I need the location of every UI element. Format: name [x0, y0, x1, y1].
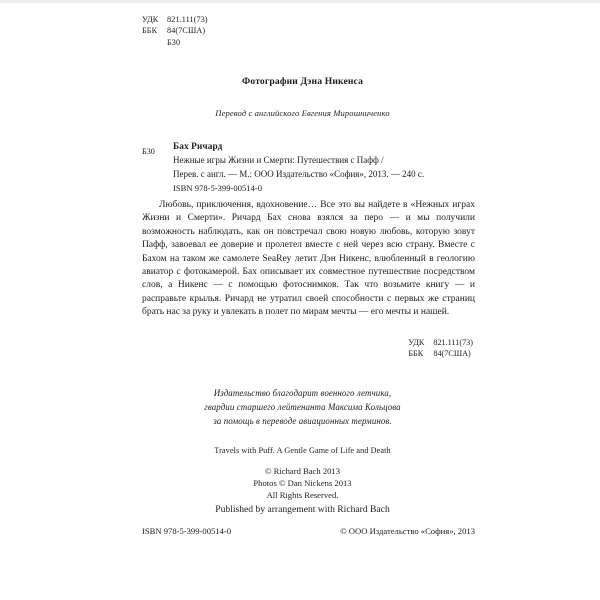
copyright-author: © Richard Bach 2013	[264, 466, 341, 476]
classification-bottom-value-udk: 821.111(73)	[433, 338, 473, 347]
bibliographic-record	[142, 141, 475, 195]
classification-bottom-row-bbk	[408, 348, 473, 359]
classification-value-bbk: 84(7США)	[167, 26, 206, 36]
acknowledgment-block	[130, 386, 475, 429]
translator-credit: Перевод с английского Евгения Мирошниченко	[215, 108, 390, 118]
biblio-isbn: ISBN 978-5-399-00514-0	[173, 182, 263, 193]
footer-publisher-copyright: © ООО Издательство «София», 2013	[340, 526, 475, 536]
classification-row-signature	[142, 37, 208, 48]
original-title: Travels with Puff. A Gentle Game of Life and Death	[214, 446, 391, 455]
all-rights-reserved: All Rights Reserved.	[266, 489, 339, 500]
biblio-author: Бах Ричард	[173, 142, 223, 152]
arrangement-note: Published by arrangement with Richard Bach	[215, 504, 390, 515]
classification-value-signature: Б30	[167, 37, 181, 47]
biblio-signature: Б30	[142, 147, 155, 156]
acknowledgment-line-3: за помощь в переводе авиационных терминов.	[213, 416, 392, 427]
classification-bottom-key-udk: УДК	[408, 338, 425, 347]
copyright-photos: Photos © Dan Nickens 2013	[253, 477, 352, 488]
english-rights-block	[130, 466, 475, 501]
classification-codes-bottom	[408, 337, 473, 360]
biblio-title-line: Нежные игры Жизни и Смерти: Путешествия с Пафф /	[173, 155, 384, 166]
page-content-column	[130, 0, 475, 600]
classification-key-bbk: ББК	[142, 26, 158, 36]
annotation-paragraph: Любовь, приключения, вдохновение… Все это вы найдете в «Нежных играх Жизни и Смерти». Ричард Бах снова взялся за перо — и мы получили возможность наблюдать, как он повстречал свою новую любовь, которую зовут Пафф, завоевал ее доверие и пролетел вместе с ней через всю страну. Вместе с Бахом на таком же самолете SeaRey летит Дэн Никенс, влюбленный в геологию авиатор с фотокамерой. Бах описывает их совместное путешествие посредством слов, а Никенс — с помощью фотоснимков. Так что возьмите книгу — и расправьте крылья. Ричард не утратил своей способности с первых же страниц брать нас за руку и увлекать в полет по мирам мечты — его мечты и нашей.	[142, 200, 475, 318]
photographer-credit: Фотографии Дэна Никенса	[241, 76, 364, 87]
classification-bottom-value-bbk: 84(7США)	[433, 349, 471, 359]
footer-isbn: ISBN 978-5-399-00514-0	[142, 526, 232, 536]
classification-codes-top	[142, 14, 208, 48]
biblio-body	[173, 141, 475, 195]
classification-bottom-key-bbk: ББК	[408, 349, 424, 359]
classification-row-bbk	[142, 25, 208, 36]
classification-value-udk: 821.111(73)	[167, 15, 208, 24]
page-footer	[142, 526, 475, 536]
classification-row-udk	[142, 14, 208, 25]
biblio-imprint-line: Перев. с англ. — М.: ООО Издательство «София», 2013. — 240 с.	[173, 168, 425, 179]
acknowledgment-line-2: гвардии старшего лейтенанта Максима Кольцова	[204, 402, 401, 413]
acknowledgment-line-1: Издательство благодарит военного летчика,	[213, 388, 392, 398]
classification-key-udk: УДК	[142, 15, 159, 24]
classification-bottom-row-udk	[408, 337, 473, 348]
